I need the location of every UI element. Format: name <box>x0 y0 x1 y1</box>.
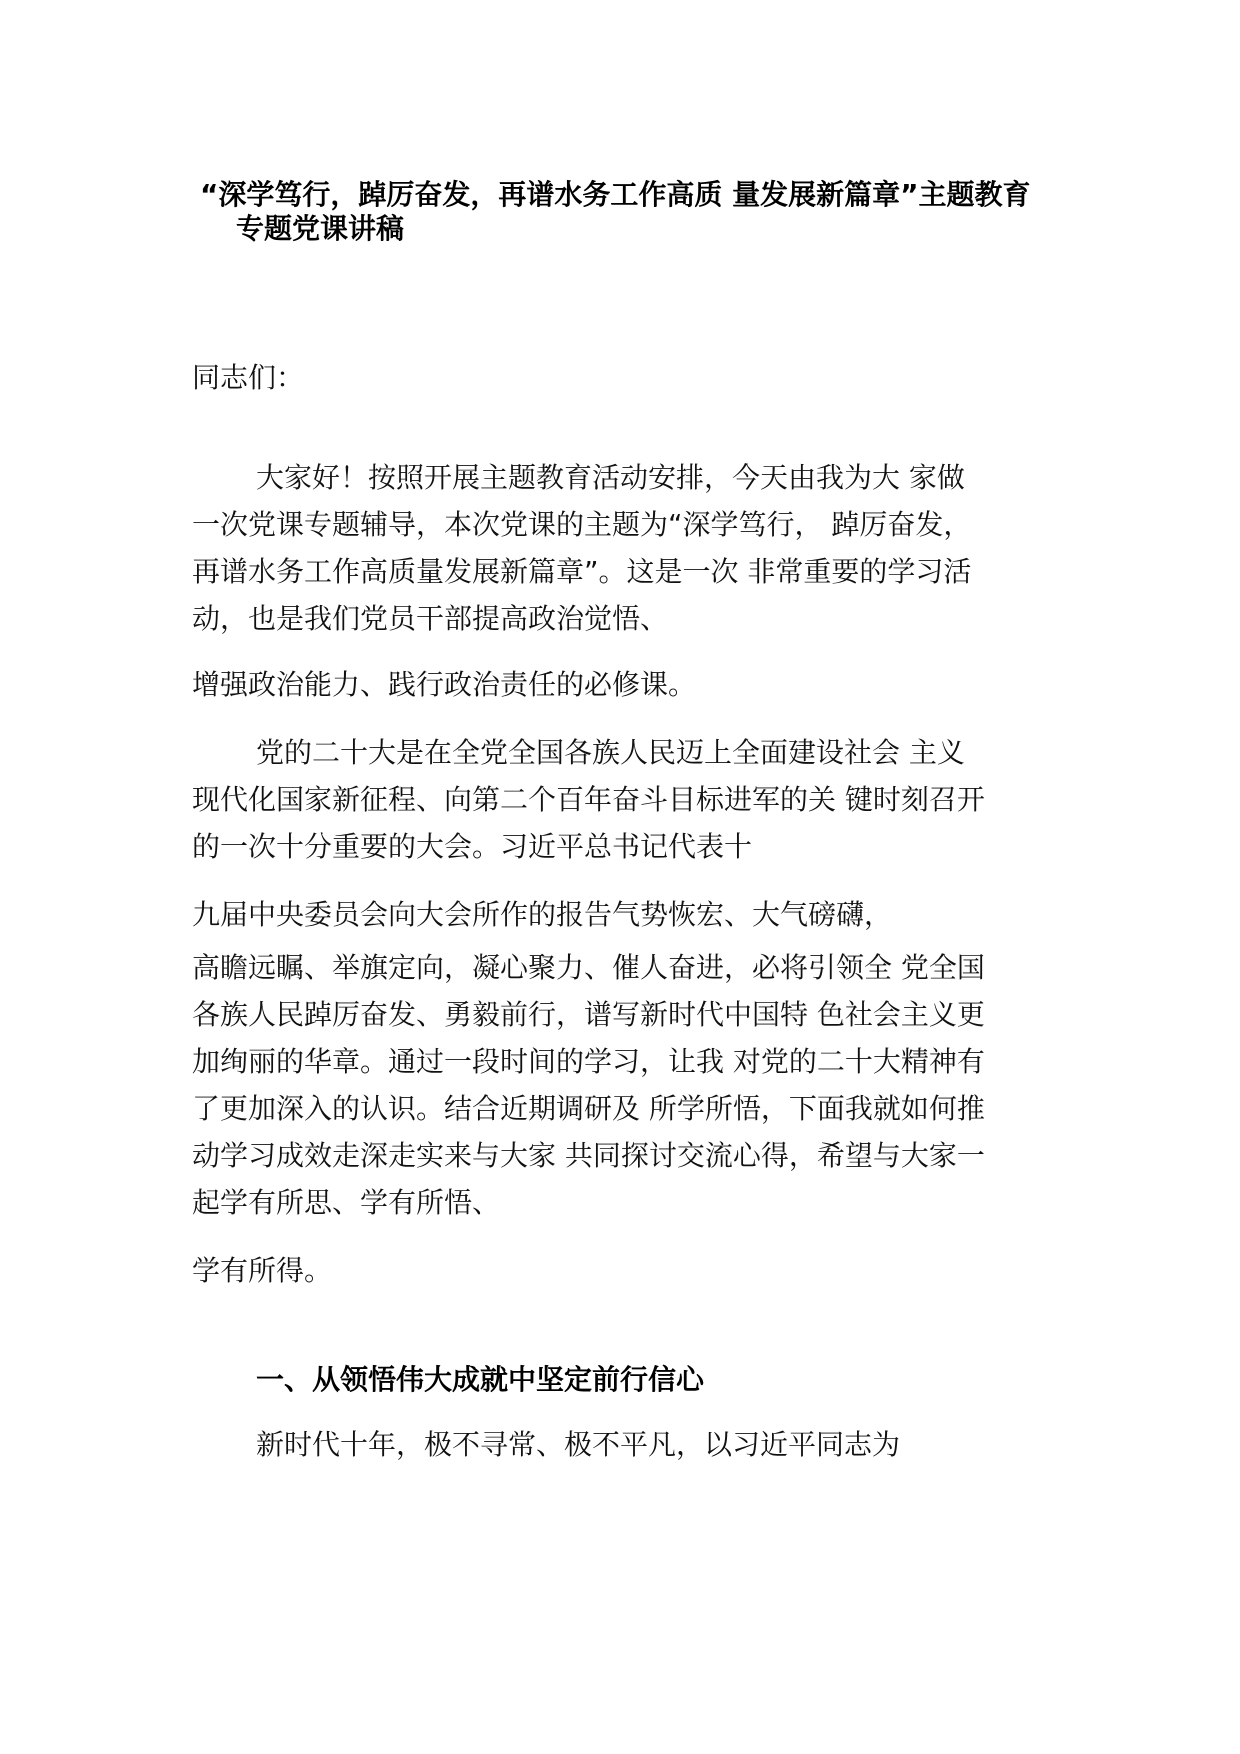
paragraph-3-line-1: 党的二十大是在全党全国各族人民迈上全面建设社会 主义 <box>256 736 965 769</box>
paragraph-4-line-2: 高瞻远瞩、举旗定向，凝心聚力、催人奋进，必将引领全 党全国 <box>192 951 985 984</box>
paragraph-1-line-3: 再谱水务工作高质量发展新篇章”。这是一次 非常重要的学习活 <box>192 555 972 588</box>
paragraph-4-line-5: 了更加深入的认识。结合近期调研及 所学所悟，下面我就如何推 <box>192 1092 985 1125</box>
paragraph-2-line-1: 增强政治能力、践行政治责任的必修课。 <box>192 668 697 701</box>
title-line-2: 专题党课讲稿 <box>236 212 405 245</box>
paragraph-1-line-2: 一次党课专题辅导，本次党课的主题为“深学笃行， 踔厉奋发， <box>192 508 972 541</box>
paragraph-4-line-4: 加绚丽的华章。通过一段时间的学习，让我 对党的二十大精神有 <box>192 1045 985 1078</box>
salutation: 同志们： <box>192 361 305 394</box>
paragraph-4-line-6: 动学习成效走深走实来与大家 共同探讨交流心得，希望与大家一 <box>192 1139 985 1172</box>
paragraph-3-line-3: 的一次十分重要的大会。习近平总书记代表十 <box>192 830 753 863</box>
paragraph-4-line-3: 各族人民踔厉奋发、勇毅前行，谱写新时代中国特 色社会主义更 <box>192 998 985 1031</box>
paragraph-1-line-1: 大家好！按照开展主题教育活动安排，今天由我为大 家做 <box>256 461 965 494</box>
paragraph-3-line-2: 现代化国家新征程、向第二个百年奋斗目标进军的关 键时刻召开 <box>192 783 985 816</box>
paragraph-5-line-1: 学有所得。 <box>192 1254 333 1287</box>
paragraph-1-line-4: 动，也是我们党员干部提高政治觉悟、 <box>192 602 669 635</box>
paragraph-4-line-7: 起学有所思、学有所悟、 <box>192 1186 501 1219</box>
section-body-line-1: 新时代十年，极不寻常、极不平凡，以习近平同志为 <box>256 1428 901 1461</box>
document-title <box>200 178 1080 246</box>
paragraph-4-line-1: 九届中央委员会向大会所作的报告气势恢宏、大气磅礴， <box>192 898 893 931</box>
title-line-1: “深学笃行，踔厉奋发，再谱水务工作高质 量发展新篇章”主题教育 <box>200 178 1031 211</box>
section-heading: 一、从领悟伟大成就中坚定前行信心 <box>256 1363 705 1396</box>
